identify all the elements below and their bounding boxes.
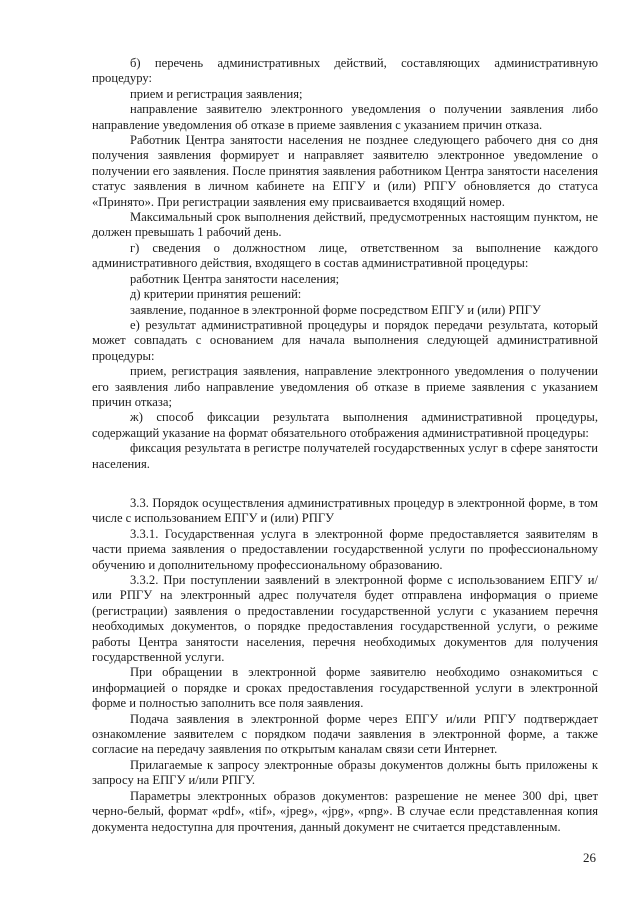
document-body bbox=[92, 56, 598, 835]
paragraph-image-parameters: Параметры электронных образов документов: разрешение не менее 300 dpi, цвет черно-белый, формат «pdf», «tif», «jpeg», «jpg», «png». В случае если представленная копия документа недоступна для прочтения, данный документ не считается представленным. bbox=[92, 788, 598, 834]
paragraph-fixation: фиксация результата в регистре получателей государственных услуг в сфере занятости населения. bbox=[92, 441, 598, 471]
paragraph-reception: прием и регистрация заявления; bbox=[130, 86, 303, 101]
paragraph-g-heading: г) сведения о должностном лице, ответственном за выполнение каждого административного действия, входящего в состав административной процедуры: bbox=[92, 240, 598, 271]
paragraph-criteria: заявление, поданное в электронной форме посредством ЕПГУ и (или) РПГУ bbox=[130, 302, 541, 317]
paragraph-submission: Подача заявления в электронной форме через ЕПГУ и/или РПГУ подтверждает ознакомление заявителем с порядком подачи заявления в электронной форме, а также согласие на передачу заявления по открытым каналам связи сети Интернет. bbox=[92, 711, 598, 757]
paragraph-attachments: Прилагаемые к запросу электронные образы документов должны быть приложены к запросу на ЕПГУ и/или РПГУ. bbox=[92, 757, 598, 788]
paragraph-3-3-2: 3.3.2. При поступлении заявлений в электронной форме с использованием ЕПГУ и/или РПГУ на электронный адрес получателя будет отправлена информация о приеме (регистрации) заявления о предоставлении государственной услуги с указанием перечня необходимых документов, о порядке предоставления государственной услуги, о режиме работы Центра занятости населения, перечня необходимых документов для получения государственной услуги. bbox=[92, 573, 598, 665]
paragraph-d-heading: д) критерии принятия решений: bbox=[130, 287, 302, 302]
paragraph-responsible: работник Центра занятости населения; bbox=[130, 271, 340, 286]
paragraph-result: прием, регистрация заявления, направление электронного уведомления о получении его заявления либо направление уведомления об отказе в приеме заявления с указанием причин отказа; bbox=[92, 364, 598, 409]
paragraph-max-time: Максимальный срок выполнения действий, предусмотренных настоящим пунктом, не должен превышать 1 рабочий день. bbox=[92, 210, 598, 240]
paragraph-notification: направление заявителю электронного уведомления о получении заявления либо направление уведомления об отказе в приеме заявления с указанием причин отказа. bbox=[92, 102, 598, 132]
paragraph-e-heading: е) результат административной процедуры и порядок передачи результата, который может совпадать с основанием для начала выполнения следующей административной процедуры: bbox=[92, 317, 598, 363]
paragraph-worker-duties: Работник Центра занятости населения не позднее следующего рабочего дня со дня получения заявления формирует и направляет заявителю электронное уведомление о получении его заявления. После принятия заявления работником Центра занятости населения статус заявления в личном кабинете на ЕПГУ и (или) РПГУ обновляется до статуса «Принято». При регистрации заявления ему присваивается входящий номер. bbox=[92, 133, 598, 209]
page-number: 26 bbox=[583, 850, 596, 865]
paragraph-3-3-1: 3.3.1. Государственная услуга в электронной форме предоставляется заявителям в части приема заявления о предоставлении государственной услуги по профессиональному обучению и дополнительному профессиональному образованию. bbox=[92, 526, 598, 572]
paragraph-zh-heading: ж) способ фиксации результата выполнения административной процедуры, содержащий указание на формат обязательного отображения административной процедуры: bbox=[92, 410, 598, 440]
paragraph-b-heading: б) перечень административных действий, составляющих административную процедуру: bbox=[92, 56, 598, 86]
paragraph-electronic-request: При обращении в электронной форме заявителю необходимо ознакомиться с информацией о порядке и сроках предоставления государственной услуги в электронной форме и полностью заполнить все поля заявления. bbox=[92, 665, 598, 711]
section-3-3-heading: 3.3. Порядок осуществления административных процедур в электронной форме, в том числе с использованием ЕПГУ и (или) РПГУ bbox=[92, 495, 598, 526]
